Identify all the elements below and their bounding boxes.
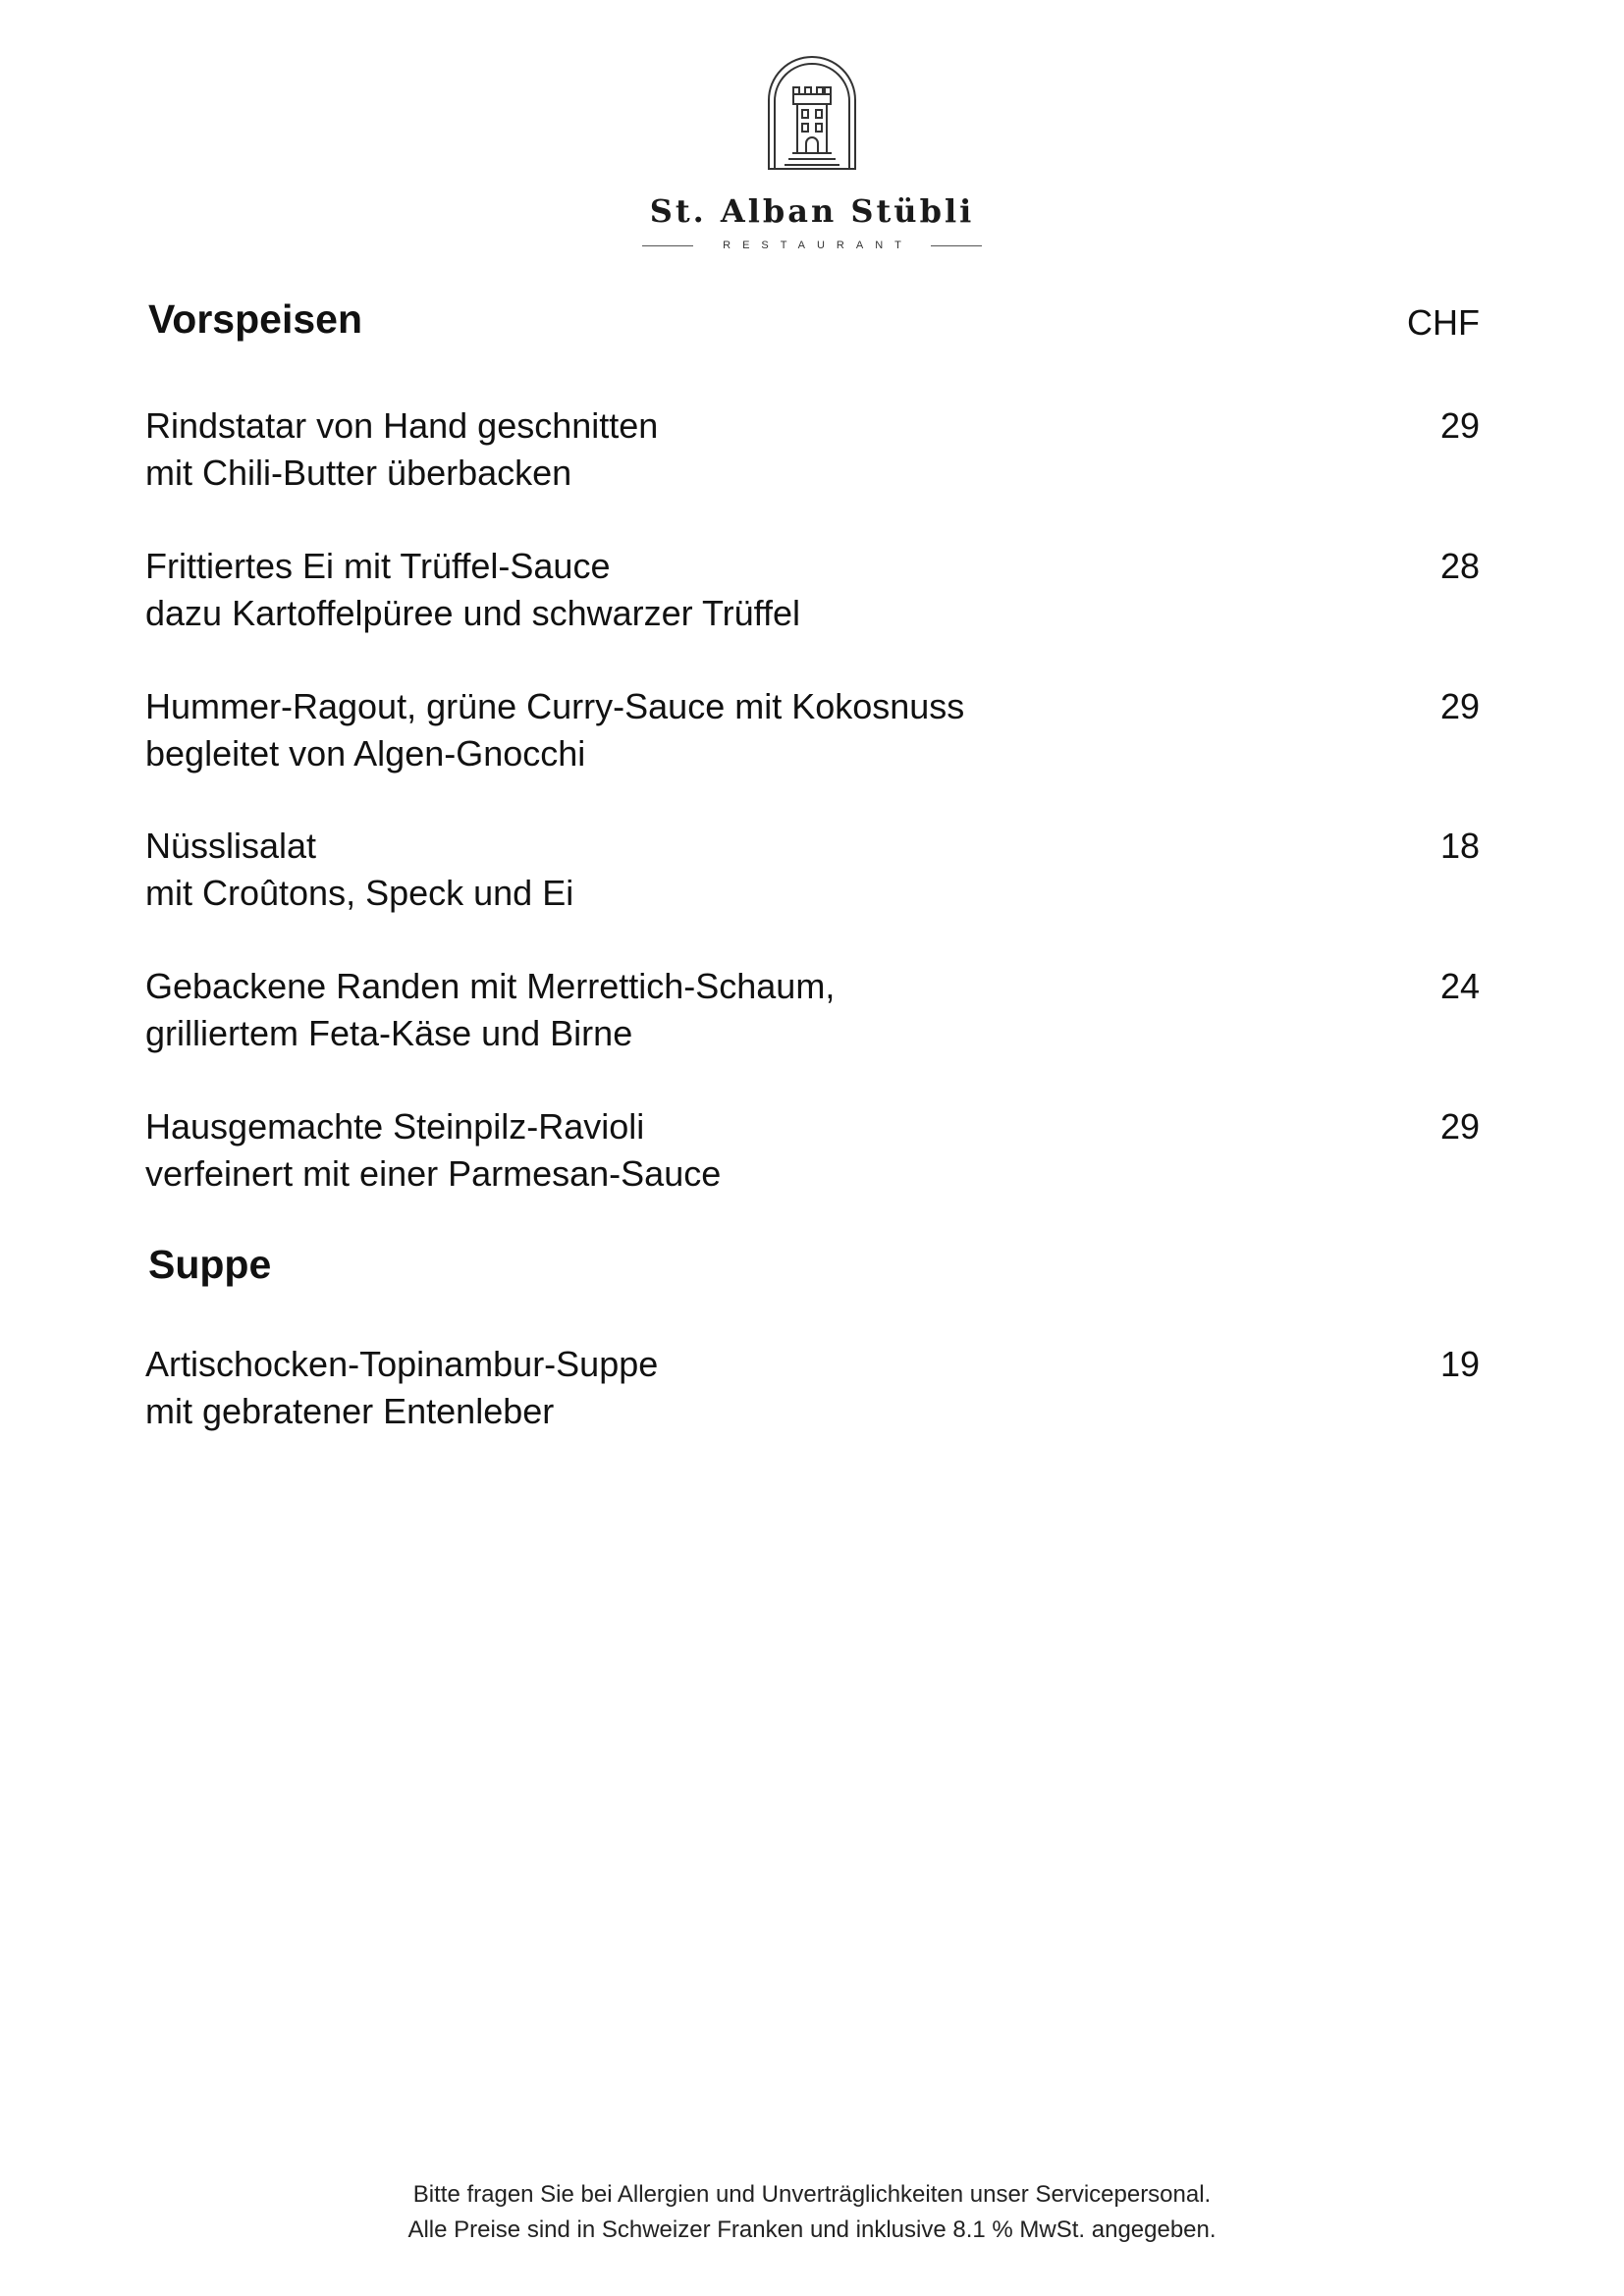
tower-arch-icon — [767, 55, 857, 171]
item-price: 29 — [1439, 1106, 1480, 1147]
restaurant-logo — [0, 55, 1624, 251]
menu-item — [145, 823, 1480, 917]
item-description: begleitet von Algen-Gnocchi — [145, 733, 586, 774]
item-name: Hausgemachte Steinpilz-Ravioli — [145, 1106, 645, 1147]
item-name: Rindstatar von Hand geschnitten — [145, 405, 659, 446]
price-note: Alle Preise sind in Schweizer Franken und inklusive 8.1 % MwSt. angegeben. — [407, 2216, 1217, 2243]
section-title-vorspeisen: Vorspeisen — [148, 296, 362, 342]
footer-note — [0, 2177, 1624, 2248]
item-description: mit gebratener Entenleber — [145, 1391, 555, 1431]
brand-subtitle-row — [0, 240, 1624, 251]
menu-item — [145, 683, 1480, 777]
divider — [931, 245, 982, 246]
item-price: 24 — [1439, 966, 1480, 1006]
item-description: verfeinert mit einer Parmesan-Sauce — [145, 1153, 722, 1194]
item-name: Hummer-Ragout, grüne Curry-Sauce mit Kokosnuss — [145, 686, 965, 726]
item-price: 29 — [1439, 405, 1480, 446]
allergy-note: Bitte fragen Sie bei Allergien und Unverträglichkeiten unser Servicepersonal. — [412, 2181, 1212, 2208]
brand-subtitle: RESTAURANT — [723, 240, 913, 251]
menu-item — [145, 963, 1480, 1057]
menu-item — [145, 1103, 1480, 1198]
item-name: Artischocken-Topinambur-Suppe — [145, 1344, 659, 1384]
item-description: grilliertem Feta-Käse und Birne — [145, 1013, 633, 1053]
item-price: 29 — [1439, 686, 1480, 726]
section-title-suppe: Suppe — [148, 1242, 272, 1287]
item-price: 19 — [1439, 1344, 1480, 1384]
item-name: Nüsslisalat — [145, 826, 317, 866]
menu-item — [145, 543, 1480, 637]
item-description: mit Chili-Butter überbacken — [145, 453, 572, 493]
item-name: Frittiertes Ei mit Trüffel-Sauce — [145, 546, 611, 586]
divider — [642, 245, 693, 246]
item-price: 18 — [1439, 826, 1480, 866]
menu-item — [145, 1341, 1480, 1435]
currency-label: CHF — [1407, 302, 1480, 343]
item-description: mit Croûtons, Speck und Ei — [145, 873, 574, 913]
brand-name: St. Alban Stübli — [649, 192, 975, 230]
menu-item — [145, 402, 1480, 497]
item-price: 28 — [1439, 546, 1480, 586]
item-description: dazu Kartoffelpüree und schwarzer Trüffel — [145, 593, 801, 633]
item-name: Gebackene Randen mit Merrettich-Schaum, — [145, 966, 836, 1006]
